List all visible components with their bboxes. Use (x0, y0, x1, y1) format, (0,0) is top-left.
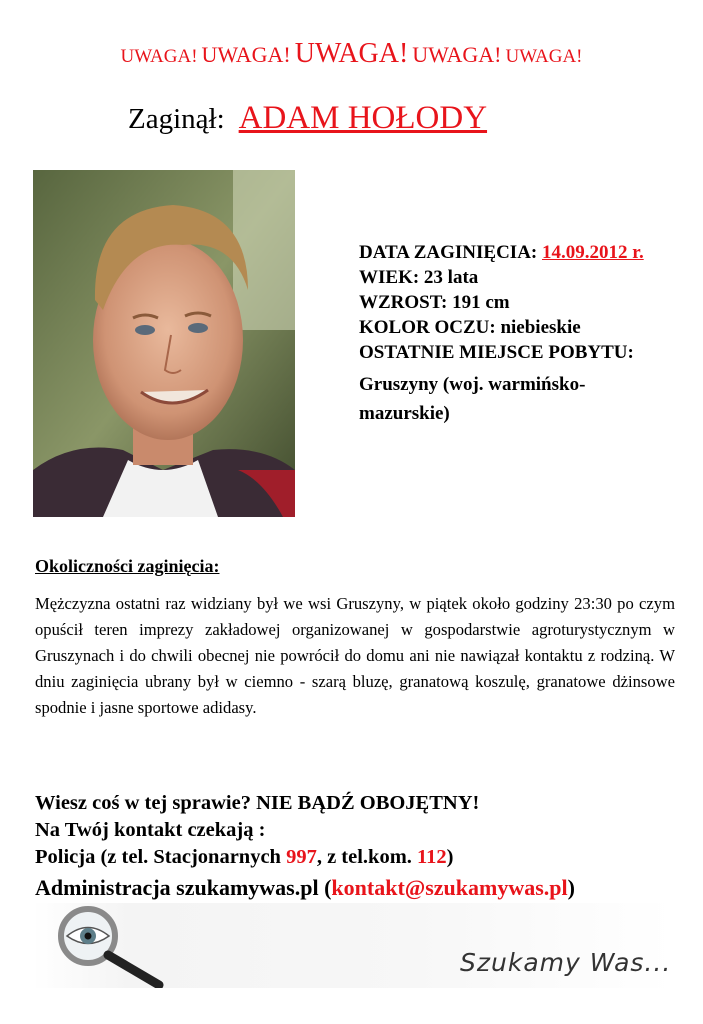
last-place-label: OSTATNIE MIEJSCE POBYTU: (359, 342, 634, 363)
police-landline-number: 997 (286, 846, 317, 868)
last-place-value (359, 370, 644, 428)
uwaga-3: UWAGA! (294, 38, 409, 69)
admin-line (35, 874, 575, 901)
contact-section (35, 790, 575, 901)
person-details (359, 240, 644, 428)
police-line (35, 844, 575, 871)
missing-label: Zaginął: (128, 103, 225, 135)
police-prefix: Policja (z tel. Stacjonarnych (35, 846, 287, 868)
uwaga-5: UWAGA! (505, 46, 583, 67)
waiting-line: Na Twój kontakt czekają : (35, 819, 266, 841)
circumstances-text: Mężczyzna ostatni raz widziany był we wsi Gruszyny, w piątek około godziny 23:30 po czym opuścił teren imprezy zakładowej organizowanej w gospodarstwie agroturystycznym w Gruszynach i do chwili obecnej nie powrócił do domu ani nie nawiązał kontaktu z rodziną. W dniu zaginięcia ubrany był w ciemno - szarą bluzę, granatową koszulę, granatowe dżinsowe spodnie i jasne sportowe adidasy. (35, 594, 675, 717)
last-place-line-2: mazurskie) (359, 403, 450, 424)
uwaga-2: UWAGA! (201, 42, 291, 67)
admin-email: kontakt@szukamywas.pl (331, 875, 568, 900)
admin-suffix: ) (567, 875, 575, 900)
missing-person-photo (33, 170, 295, 517)
height-row: WZROST: 191 cm (359, 292, 510, 313)
admin-prefix: Administracja szukamywas.pl ( (35, 875, 332, 900)
eye-color-row: KOLOR OCZU: niebieskie (359, 317, 581, 338)
appeal-line: Wiesz coś w tej sprawie? NIE BĄDŹ OBOJĘTNY! (35, 792, 480, 814)
date-label: DATA ZAGINIĘCIA: (359, 242, 538, 263)
missing-person-name: ADAM HOŁODY (238, 100, 488, 136)
circumstances-heading: Okoliczności zaginięcia: (35, 556, 220, 576)
last-place-line-1: Gruszyny (woj. warmińsko- (359, 374, 586, 395)
police-mid: , z tel.kom. (316, 846, 418, 868)
portrait-image (33, 170, 295, 517)
warning-header (0, 38, 703, 70)
date-value: 14.09.2012 r. (542, 242, 644, 263)
missing-title (128, 100, 487, 137)
date-row (359, 240, 644, 265)
uwaga-1: UWAGA! (120, 46, 198, 67)
uwaga-4: UWAGA! (412, 42, 502, 67)
police-mobile-number: 112 (417, 846, 447, 868)
age-row: WIEK: 23 lata (359, 267, 479, 288)
police-suffix: ) (446, 846, 454, 868)
slogan: Szukamy Was... (460, 948, 672, 977)
